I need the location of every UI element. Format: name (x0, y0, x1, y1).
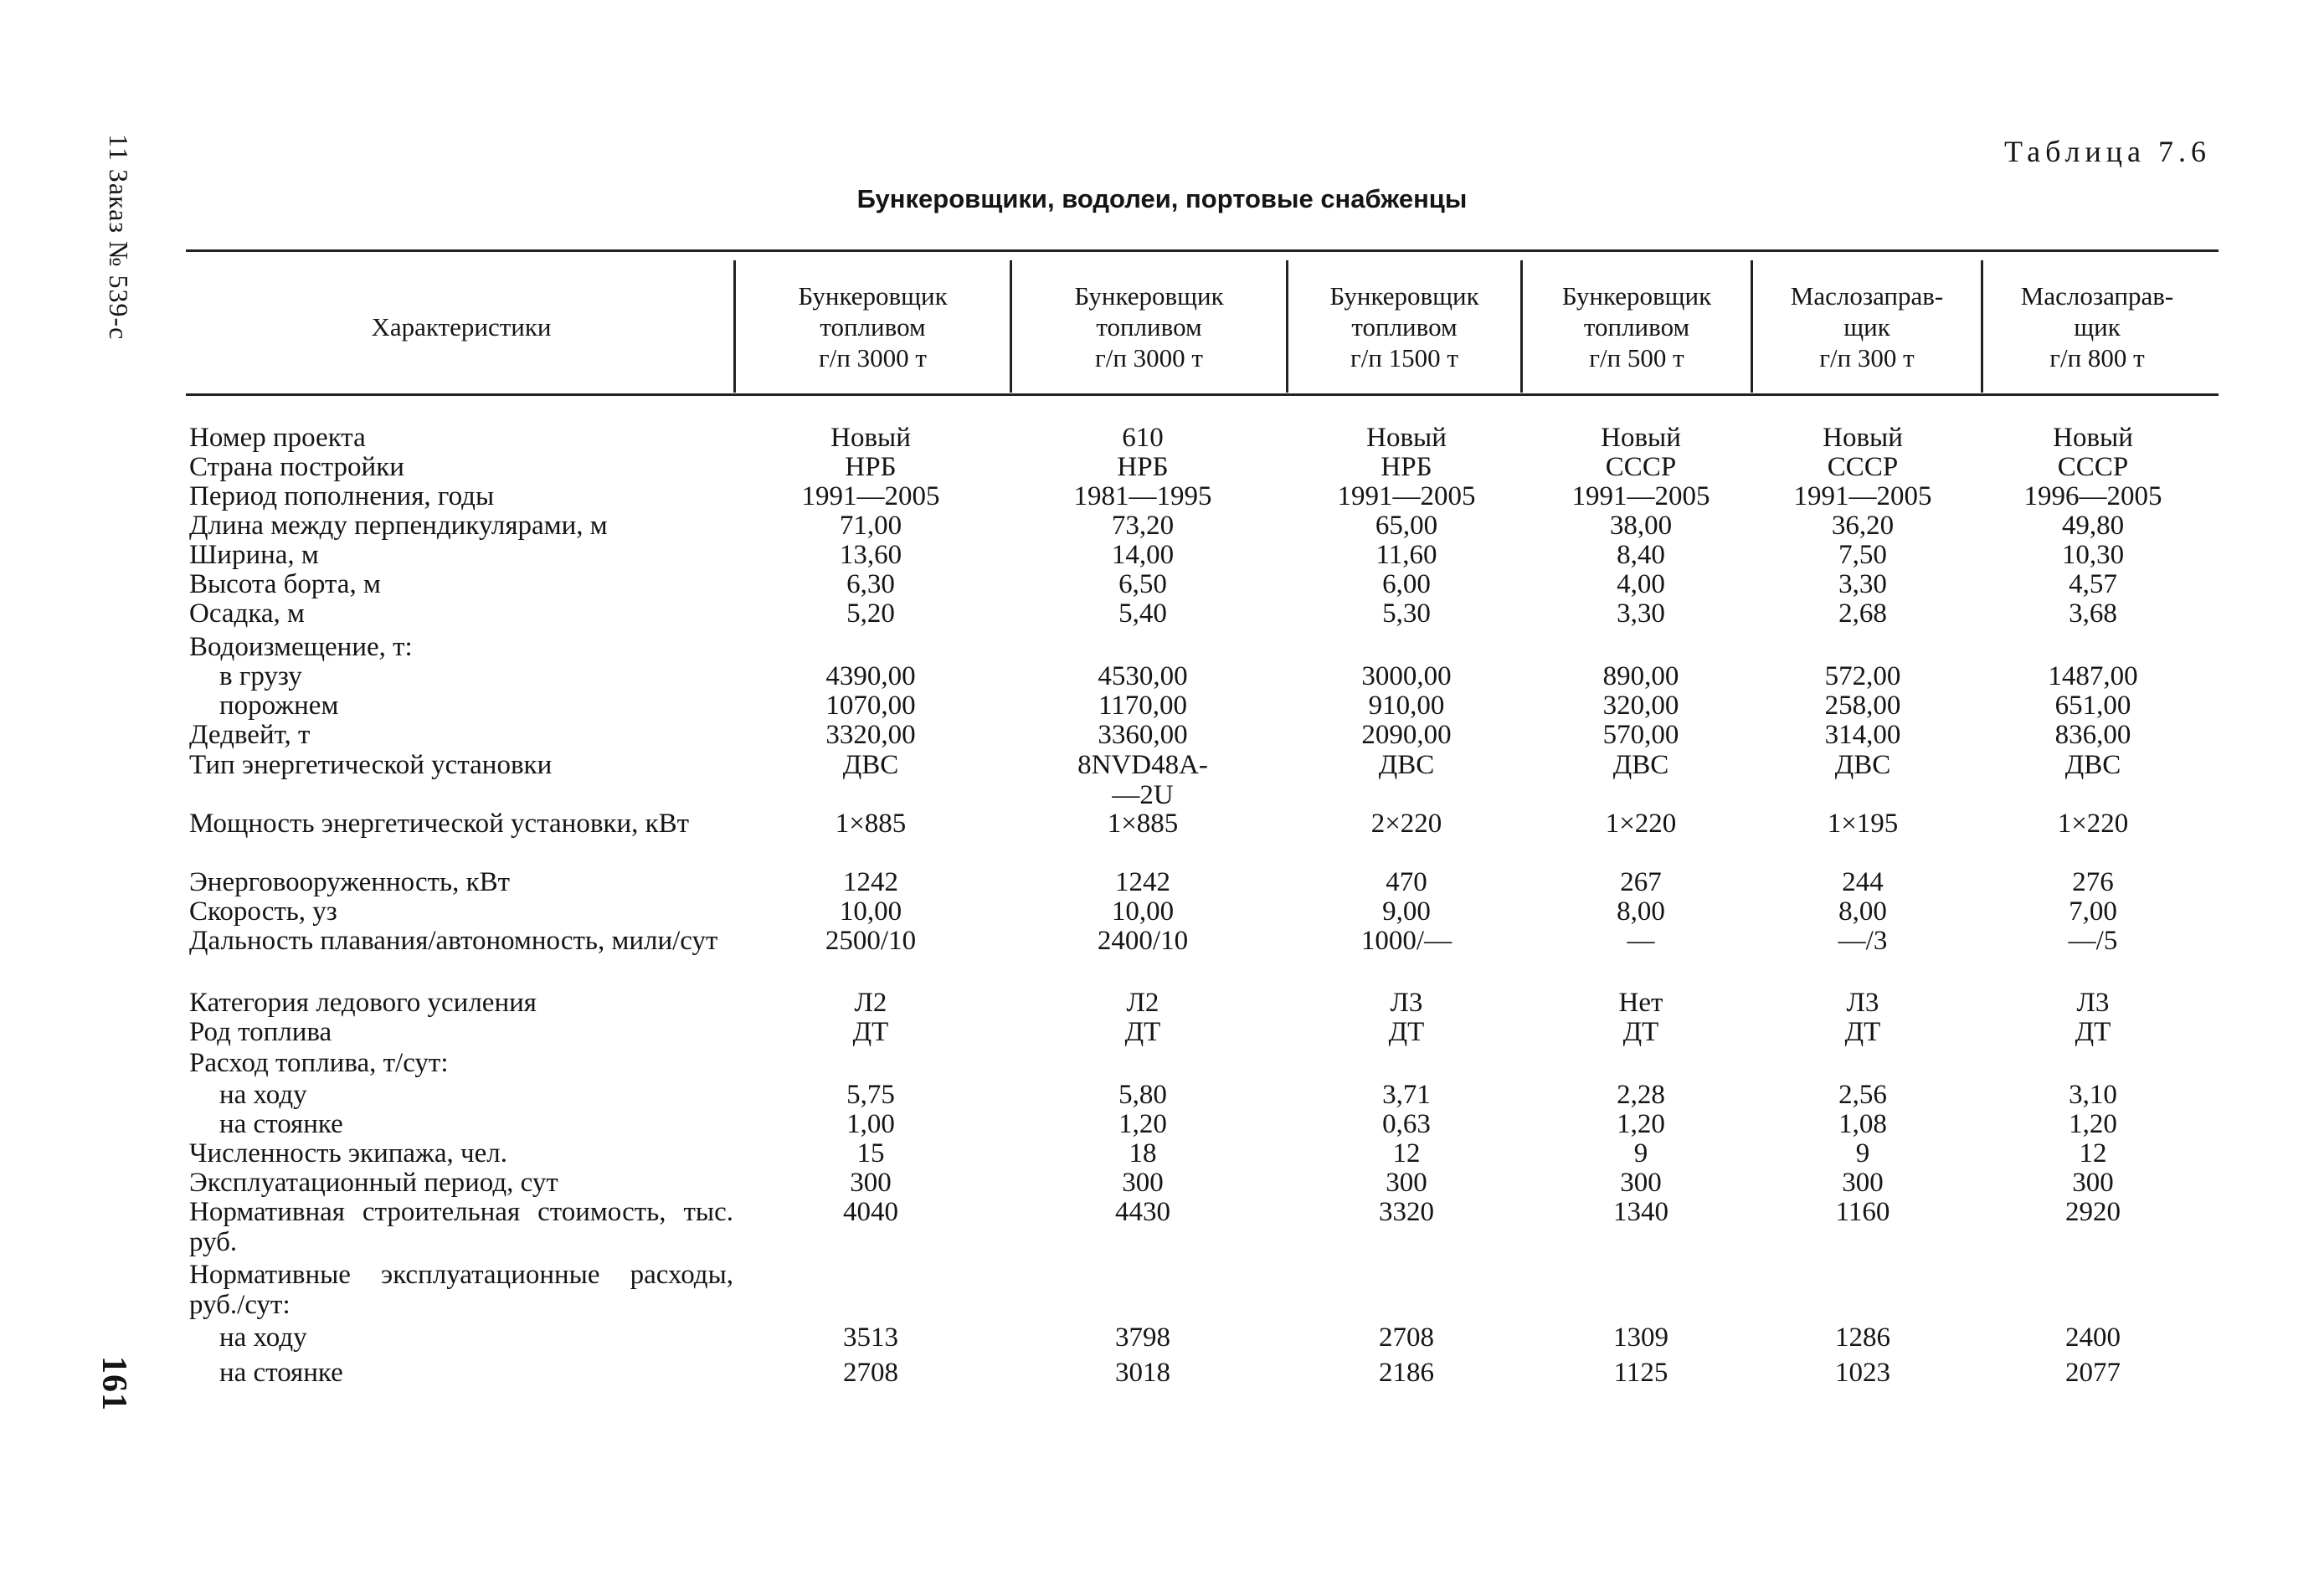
cell-value: 1,08 (1838, 1109, 1887, 1139)
cell-value: 8,00 (1617, 896, 1665, 927)
cell-value: 7,00 (2069, 896, 2117, 927)
row-label: Эксплуатационный период, сут (189, 1168, 558, 1198)
cell-value: 12 (1392, 1138, 1421, 1169)
row-label: Скорость, уз (189, 896, 337, 927)
cell-value: 2077 (2065, 1358, 2121, 1388)
cell-value: 8,00 (1838, 896, 1887, 927)
cell-value: 4,57 (2069, 569, 2117, 599)
cell-value: СССР (1605, 452, 1677, 482)
order-number: 11 Заказ № 539-с (104, 134, 134, 341)
cell-value: 300 (2072, 1168, 2114, 1198)
row-label: Категория ледового усиления (189, 988, 537, 1018)
cell-value: 1242 (843, 867, 898, 897)
cell-value: НРБ (1381, 452, 1432, 482)
cell-value: 2400/10 (1097, 926, 1189, 956)
cell-value: 3,30 (1838, 569, 1887, 599)
cell-value: ДТ (2075, 1017, 2111, 1047)
column-header: Бункеровщик топливом г/п 3000 т (798, 280, 948, 372)
row-label: Страна постройки (189, 452, 404, 482)
margin-text (95, 134, 134, 1411)
cell-value: 1242 (1115, 867, 1170, 897)
cell-value: Л2 (854, 988, 887, 1018)
cell-value: ДТ (1844, 1017, 1881, 1047)
cell-value: 1×220 (1605, 809, 1677, 839)
cell-value: 2708 (1379, 1323, 1434, 1353)
cell-value: Новый (830, 423, 911, 453)
cell-value: 2,28 (1617, 1080, 1665, 1110)
cell-value: 6,30 (846, 569, 895, 599)
cell-value: 1,20 (2069, 1109, 2117, 1139)
cell-value: Нет (1618, 988, 1663, 1018)
cell-value: 10,00 (839, 896, 902, 927)
row-label: в грузу (219, 661, 302, 691)
cell-value: 10,00 (1111, 896, 1175, 927)
cell-value: —/5 (2068, 926, 2118, 956)
cell-value: 3,68 (2069, 598, 2117, 629)
cell-value: 2500/10 (825, 926, 917, 956)
cell-value: 1×885 (1107, 809, 1179, 839)
cell-value: 15 (856, 1138, 885, 1169)
cell-value: 300 (1122, 1168, 1164, 1198)
cell-value: 276 (2072, 867, 2114, 897)
cell-value: 65,00 (1375, 511, 1438, 541)
table-title: Бункеровщики, водолеи, портовые снабженцы (856, 184, 1468, 213)
row-label: Водоизмещение, т: (189, 632, 413, 662)
cell-value: 267 (1620, 867, 1662, 897)
cell-value: Л2 (1126, 988, 1159, 1018)
row-label: Высота борта, м (189, 569, 381, 599)
cell-value: —/3 (1838, 926, 1888, 956)
cell-value: 73,20 (1111, 511, 1175, 541)
column-header: Маслозаправ- щик г/п 300 т (1790, 280, 1944, 372)
cell-value: 470 (1386, 867, 1427, 897)
cell-value: Новый (2053, 423, 2133, 453)
cell-value: 3798 (1115, 1323, 1170, 1353)
row-label: Мощность энергетической установки, кВт (189, 809, 690, 839)
row-label: Род топлива (189, 1017, 332, 1047)
cell-value: 1070,00 (825, 691, 916, 721)
cell-value: 1487,00 (2048, 661, 2138, 691)
cell-value: 3,10 (2069, 1080, 2117, 1110)
header-top-rule (186, 249, 2219, 252)
cell-value: 18 (1129, 1138, 1157, 1169)
cell-value: 3320,00 (825, 720, 916, 750)
cell-value: ДТ (1124, 1017, 1161, 1047)
cell-value: 3360,00 (1098, 720, 1188, 750)
cell-value: ДВС (1834, 750, 1891, 780)
cell-value: 4,00 (1617, 569, 1665, 599)
cell-value: 8NVD48A- —2U (1077, 750, 1208, 810)
cell-value: 836,00 (2054, 720, 2131, 750)
cell-value: 3000,00 (1361, 661, 1452, 691)
row-label: на ходу (219, 1323, 307, 1353)
cell-value: ДТ (1622, 1017, 1659, 1047)
cell-value: 910,00 (1368, 691, 1445, 721)
cell-value: 244 (1842, 867, 1884, 897)
row-label: порожнем (219, 691, 339, 721)
column-header: Бункеровщик топливом г/п 500 т (1561, 280, 1712, 372)
cell-value: ДТ (1388, 1017, 1425, 1047)
cell-value: 1991—2005 (1793, 481, 1932, 511)
row-label: Нормативные эксплуатационные расходы, руб./сут: (189, 1260, 733, 1320)
cell-value: 1340 (1613, 1197, 1668, 1227)
row-label: Период пополнения, годы (189, 481, 495, 511)
row-label: Длина между перпендикулярами, м (189, 511, 608, 541)
cell-value: 2400 (2065, 1323, 2121, 1353)
cell-value: 36,20 (1831, 511, 1895, 541)
header-bottom-rule (186, 393, 2219, 396)
cell-value: СССР (2057, 452, 2129, 482)
row-label: Осадка, м (189, 598, 305, 629)
cell-value: 12 (2079, 1138, 2107, 1169)
row-label: на ходу (219, 1080, 307, 1110)
cell-value: Новый (1601, 423, 1681, 453)
cell-value: 3513 (843, 1323, 898, 1353)
cell-value: 1023 (1835, 1358, 1890, 1388)
cell-value: 1,20 (1118, 1109, 1167, 1139)
cell-value: 1×195 (1827, 809, 1899, 839)
row-label: Энерговооруженность, кВт (189, 867, 511, 897)
cell-value: 2,56 (1838, 1080, 1887, 1110)
row-label: Расход топлива, т/сут: (189, 1048, 449, 1078)
column-header: Бункеровщик топливом г/п 3000 т (1074, 280, 1224, 372)
cell-value: 572,00 (1824, 661, 1901, 691)
cell-value: 2186 (1379, 1358, 1434, 1388)
row-label: Ширина, м (189, 540, 319, 570)
cell-value: 1000/— (1360, 926, 1452, 956)
cell-value: Л3 (2076, 988, 2110, 1018)
cell-value: 651,00 (2054, 691, 2131, 721)
cell-value: 4530,00 (1098, 661, 1188, 691)
cell-value: 258,00 (1824, 691, 1901, 721)
cell-value: 5,75 (846, 1080, 895, 1110)
cell-value: 2920 (2065, 1197, 2121, 1227)
cell-value: 3,30 (1617, 598, 1665, 629)
cell-value: 8,40 (1617, 540, 1665, 570)
cell-value: 2708 (843, 1358, 898, 1388)
cell-value: 11,60 (1375, 540, 1437, 570)
cell-value: 7,50 (1838, 540, 1887, 570)
cell-value: 320,00 (1602, 691, 1679, 721)
cell-value: 10,30 (2061, 540, 2125, 570)
cell-value: 1286 (1835, 1323, 1890, 1353)
cell-value: 1,20 (1617, 1109, 1665, 1139)
cell-value: 9 (1633, 1138, 1648, 1169)
cell-value: Новый (1366, 423, 1447, 453)
cell-value: 4040 (843, 1197, 898, 1227)
cell-value: НРБ (1117, 452, 1169, 482)
cell-value: ДТ (852, 1017, 889, 1047)
cell-value: 2,68 (1838, 598, 1887, 629)
row-label: на стоянке (219, 1358, 343, 1388)
cell-value: 13,60 (839, 540, 902, 570)
cell-value: 3320 (1379, 1197, 1434, 1227)
cell-value: 2090,00 (1361, 720, 1452, 750)
cell-value: 1×885 (835, 809, 907, 839)
cell-value: НРБ (845, 452, 897, 482)
cell-value: 5,40 (1118, 598, 1167, 629)
row-label: на стоянке (219, 1109, 343, 1139)
cell-value: 300 (1842, 1168, 1884, 1198)
cell-value: 5,20 (846, 598, 895, 629)
cell-value: 570,00 (1602, 720, 1679, 750)
cell-value: Л3 (1846, 988, 1879, 1018)
cell-value: Л3 (1390, 988, 1423, 1018)
row-label: Тип энергетической установки (189, 750, 553, 780)
cell-value: Новый (1823, 423, 1903, 453)
cell-value: 1981—1995 (1073, 481, 1212, 511)
page-number: 161 (95, 1356, 133, 1411)
cell-value: 1309 (1613, 1323, 1668, 1353)
column-header: Маслозаправ- щик г/п 800 т (2020, 280, 2174, 372)
cell-value: 49,80 (2061, 511, 2125, 541)
cell-value: 1125 (1613, 1358, 1668, 1388)
cell-value: 71,00 (839, 511, 902, 541)
cell-value: 1170,00 (1098, 691, 1188, 721)
cell-value: 1160 (1835, 1197, 1890, 1227)
cell-value: 2×220 (1370, 809, 1442, 839)
row-label: Численность экипажа, чел. (189, 1138, 507, 1169)
cell-value: 1996—2005 (2023, 481, 2162, 511)
cell-value: 610 (1122, 423, 1164, 453)
row-label: Дедвейт, т (189, 720, 311, 750)
cell-value: 9,00 (1382, 896, 1431, 927)
row-label: Номер проекта (189, 423, 366, 453)
cell-value: 300 (1620, 1168, 1662, 1198)
cell-value: 1991—2005 (1337, 481, 1476, 511)
cell-value: 1,00 (846, 1109, 895, 1139)
cell-value: 4430 (1115, 1197, 1170, 1227)
cell-value: 0,63 (1382, 1109, 1431, 1139)
cell-value: 300 (850, 1168, 892, 1198)
cell-value: 14,00 (1111, 540, 1175, 570)
cell-value: 3018 (1115, 1358, 1170, 1388)
cell-value: ДВС (842, 750, 899, 780)
cell-value: 5,30 (1382, 598, 1431, 629)
cell-value: ДВС (2064, 750, 2121, 780)
cell-value: ДВС (1612, 750, 1669, 780)
column-header: Бункеровщик топливом г/п 1500 т (1329, 280, 1479, 372)
cell-value: 4390,00 (825, 661, 916, 691)
row-label: Нормативная строительная стоимость, тыс. руб. (189, 1197, 733, 1257)
cell-value: 1×220 (2057, 809, 2129, 839)
cell-value: — (1627, 926, 1655, 956)
cell-value: 1991—2005 (1571, 481, 1710, 511)
cell-value: ДВС (1378, 750, 1435, 780)
cell-value: 6,50 (1118, 569, 1167, 599)
cell-value: 3,71 (1382, 1080, 1431, 1110)
table-label: Таблица 7.6 (2004, 135, 2211, 168)
cell-value: 890,00 (1602, 661, 1679, 691)
cell-value: 314,00 (1824, 720, 1901, 750)
cell-value: 9 (1855, 1138, 1870, 1169)
cell-value: 38,00 (1609, 511, 1673, 541)
cell-value: 5,80 (1118, 1080, 1167, 1110)
cell-value: 1991—2005 (801, 481, 940, 511)
header-characteristics: Характеристики (371, 311, 552, 342)
cell-value: 300 (1386, 1168, 1427, 1198)
cell-value: СССР (1827, 452, 1899, 482)
row-label: Дальность плавания/автономность, мили/сут (189, 926, 718, 956)
cell-value: 6,00 (1382, 569, 1431, 599)
